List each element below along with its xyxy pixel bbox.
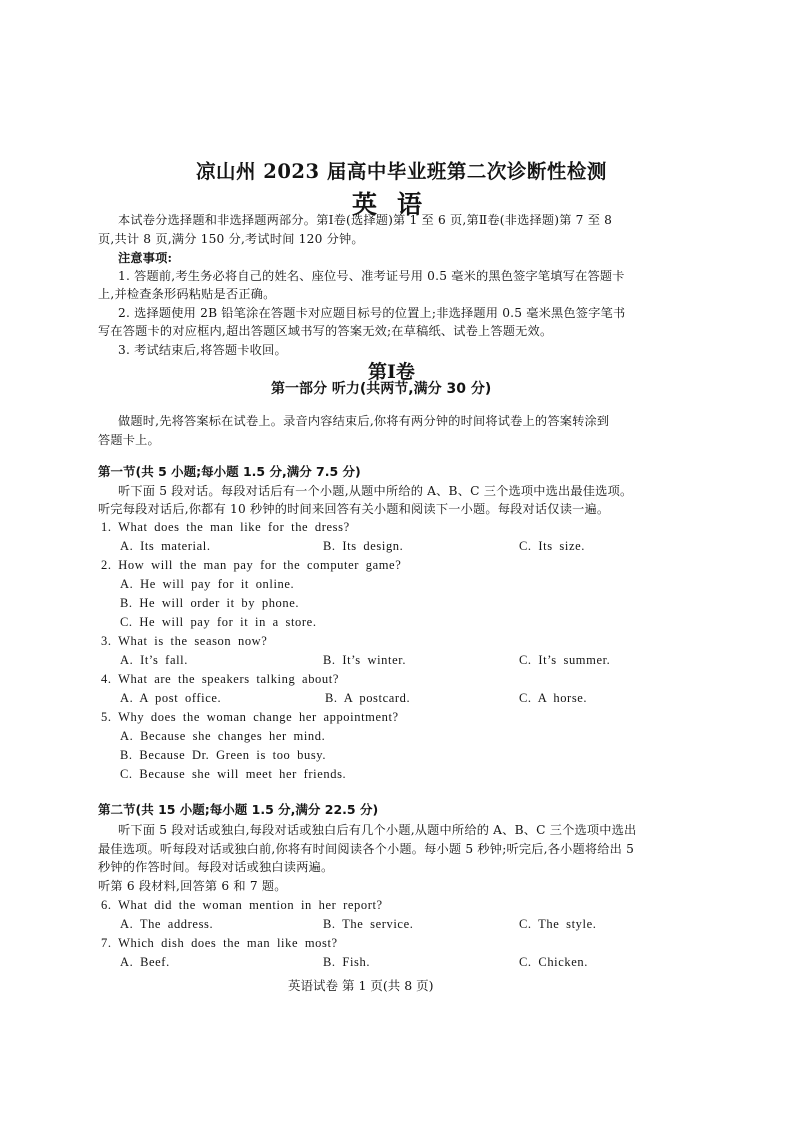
notes-heading: 注意事项: <box>118 251 173 265</box>
volume-title: 第Ⅰ卷 <box>368 361 415 383</box>
option-a: A. It’s fall. <box>120 653 188 667</box>
option-a: A. A post office. <box>120 691 222 705</box>
intro-line: 页,共计 8 页,满分 150 分,考试时间 120 分钟。 <box>98 232 364 246</box>
option-a: A. The address. <box>120 917 214 931</box>
part1-heading: 第一部分 听力(共两节,满分 30 分) <box>271 381 492 397</box>
option-a: A. Because she changes her mind. <box>120 729 326 743</box>
material-note: 听第 6 段材料,回答第 6 和 7 题。 <box>98 879 287 893</box>
option-c: C. It’s summer. <box>519 653 611 667</box>
option-b: B. Fish. <box>323 955 371 969</box>
note-3: 3. 考试结束后,将答题卡收回。 <box>118 343 287 357</box>
option-c: C. Its size. <box>519 539 585 553</box>
note-2-cont: 写在答题卡的对应框内,超出答题区域书写的答案无效;在草稿纸、试卷上答题无效。 <box>98 324 553 338</box>
option-c: C. A horse. <box>519 691 588 705</box>
subject-title: 英语 <box>352 190 443 219</box>
option-c: C. He will pay for it in a store. <box>120 615 317 629</box>
option-b: B. A postcard. <box>325 691 411 705</box>
option-b: B. Because Dr. Green is too busy. <box>120 748 327 762</box>
part1-instruction: 做题时,先将答案标在试卷上。录音内容结束后,你将有两分钟的时间将试卷上的答案转涂到 <box>118 414 610 428</box>
option-c: C. The style. <box>519 917 597 931</box>
section1-heading: 第一节(共 5 小题;每小题 1.5 分,满分 7.5 分) <box>98 464 361 479</box>
question-stem: 6. What did the woman mention in her report? <box>101 898 383 912</box>
note-1: 1. 答题前,考生务必将自己的姓名、座位号、准考证号用 0.5 毫米的黑色签字笔填写在答题卡 <box>118 269 625 283</box>
section1-instruction-cont: 听完每段对话后,你都有 10 秒钟的时间来回答有关小题和阅读下一小题。每段对话仅读一遍。 <box>98 502 610 516</box>
question-stem: 5. Why does the woman change her appointment? <box>101 710 399 724</box>
section2-heading: 第二节(共 15 小题;每小题 1.5 分,满分 22.5 分) <box>98 802 379 817</box>
note-2: 2. 选择题使用 2B 铅笔涂在答题卡对应题目标号的位置上;非选择题用 0.5 毫米黑色签字笔书 <box>118 306 626 320</box>
part1-instruction-cont: 答题卡上。 <box>98 433 160 447</box>
option-b: B. The service. <box>323 917 414 931</box>
question-stem: 2. How will the man pay for the computer game? <box>101 558 402 572</box>
section1-instruction: 听下面 5 段对话。每段对话后有一个小题,从题中所给的 A、B、C 三个选项中选出最佳选项。 <box>118 484 633 498</box>
note-1-cont: 上,并检查条形码粘贴是否正确。 <box>98 287 276 301</box>
option-b: B. It’s winter. <box>323 653 407 667</box>
option-a: A. Beef. <box>120 955 170 969</box>
question-stem: 4. What are the speakers talking about? <box>101 672 339 686</box>
question-stem: 3. What is the season now? <box>101 634 268 648</box>
intro-line: 本试卷分选择题和非选择题两部分。第Ⅰ卷(选择题)第 1 至 6 页,第Ⅱ卷(非选择题)第 7 至 8 <box>118 213 613 227</box>
option-c: C. Because she will meet her friends. <box>120 767 347 781</box>
section2-instruction-cont: 秒钟的作答时间。每段对话或独白读两遍。 <box>98 860 334 874</box>
option-c: C. Chicken. <box>519 955 588 969</box>
option-a: A. Its material. <box>120 539 211 553</box>
option-b: B. He will order it by phone. <box>120 596 300 610</box>
exam-title: 凉山州 2023 届高中毕业班第二次诊断性检测 <box>196 160 607 183</box>
question-stem: 7. Which dish does the man like most? <box>101 936 338 950</box>
section2-instruction: 听下面 5 段对话或独白,每段对话或独白后有几个小题,从题中所给的 A、B、C 三个选项中选出 <box>118 823 637 837</box>
question-stem: 1. What does the man like for the dress? <box>101 520 350 534</box>
option-a: A. He will pay for it online. <box>120 577 295 591</box>
page-footer: 英语试卷 第 1 页(共 8 页) <box>288 978 434 993</box>
section2-instruction-cont: 最佳选项。听每段对话或独白前,你将有时间阅读各个小题。每小题 5 秒钟;听完后,各小题将给出 5 <box>98 842 635 856</box>
option-b: B. Its design. <box>323 539 404 553</box>
